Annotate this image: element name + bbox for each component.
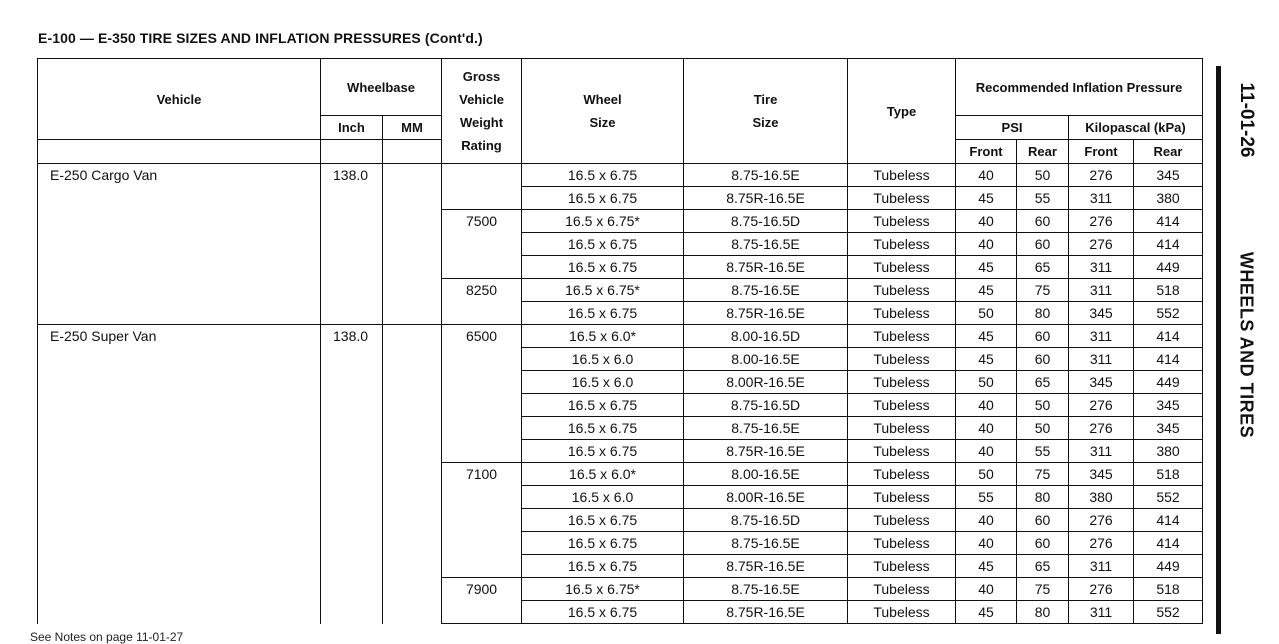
header-recommended: Recommended Inflation Pressure (956, 59, 1203, 116)
type-cell: Tubeless (848, 555, 956, 578)
wheel-size-cell: 16.5 x 6.75 (522, 256, 684, 279)
header-kpa-front: Front (1069, 140, 1134, 164)
wheel-size-cell: 16.5 x 6.0 (522, 486, 684, 509)
psi-rear-cell: 60 (1017, 532, 1069, 555)
gvwr-cell: 7900 (442, 578, 522, 624)
tire-size-cell: 8.75R-16.5E (684, 187, 848, 210)
psi-front-cell: 45 (956, 555, 1017, 578)
tire-size-cell: 8.75-16.5E (684, 279, 848, 302)
kpa-front-cell: 311 (1069, 256, 1134, 279)
section-label (1226, 245, 1266, 445)
type-cell: Tubeless (848, 279, 956, 302)
header-vehicle: Vehicle (38, 59, 321, 140)
psi-rear-cell: 75 (1017, 279, 1069, 302)
tire-size-cell: 8.00R-16.5E (684, 371, 848, 394)
type-cell: Tubeless (848, 532, 956, 555)
type-cell: Tubeless (848, 578, 956, 601)
kpa-front-cell: 276 (1069, 417, 1134, 440)
type-cell: Tubeless (848, 371, 956, 394)
kpa-front-cell: 311 (1069, 325, 1134, 348)
psi-rear-cell: 50 (1017, 417, 1069, 440)
wheel-size-cell: 16.5 x 6.0* (522, 463, 684, 486)
kpa-rear-cell: 414 (1134, 348, 1203, 371)
mm-cell (383, 164, 442, 325)
table-row (38, 325, 1203, 348)
psi-front-cell: 40 (956, 509, 1017, 532)
header-tire-size (684, 59, 848, 164)
type-cell: Tubeless (848, 348, 956, 371)
kpa-front-cell: 276 (1069, 164, 1134, 187)
wheel-size-cell: 16.5 x 6.75 (522, 532, 684, 555)
header-wheel-size-line: Size (589, 115, 616, 130)
header-psi-front: Front (956, 140, 1017, 164)
psi-front-cell: 40 (956, 233, 1017, 256)
header-type: Type (848, 59, 956, 164)
type-cell: Tubeless (848, 302, 956, 325)
header-inch: Inch (321, 116, 383, 140)
tire-size-cell: 8.75-16.5D (684, 509, 848, 532)
tire-size-cell: 8.75R-16.5E (684, 256, 848, 279)
header-vehicle-spacer (38, 140, 321, 164)
kpa-front-cell: 311 (1069, 601, 1134, 624)
kpa-rear-cell: 414 (1134, 210, 1203, 233)
psi-rear-cell: 55 (1017, 440, 1069, 463)
kpa-rear-cell: 345 (1134, 417, 1203, 440)
psi-front-cell: 40 (956, 394, 1017, 417)
kpa-front-cell: 345 (1069, 302, 1134, 325)
tire-size-cell: 8.75-16.5E (684, 417, 848, 440)
psi-front-cell: 40 (956, 440, 1017, 463)
tire-size-cell: 8.75-16.5D (684, 210, 848, 233)
psi-rear-cell: 60 (1017, 210, 1069, 233)
kpa-front-cell: 345 (1069, 371, 1134, 394)
type-cell: Tubeless (848, 164, 956, 187)
kpa-front-cell: 311 (1069, 555, 1134, 578)
tire-pressure-table (37, 58, 1203, 624)
header-wheelbase: Wheelbase (321, 59, 442, 116)
tire-size-cell: 8.00-16.5E (684, 348, 848, 371)
wheel-size-cell: 16.5 x 6.75* (522, 210, 684, 233)
type-cell: Tubeless (848, 601, 956, 624)
psi-front-cell: 45 (956, 325, 1017, 348)
psi-rear-cell: 50 (1017, 394, 1069, 417)
psi-rear-cell: 65 (1017, 555, 1069, 578)
kpa-rear-cell: 449 (1134, 555, 1203, 578)
psi-front-cell: 45 (956, 601, 1017, 624)
wheel-size-cell: 16.5 x 6.75 (522, 302, 684, 325)
wheel-size-cell: 16.5 x 6.0* (522, 325, 684, 348)
header-tire-size-line: Size (752, 115, 779, 130)
wheel-size-cell: 16.5 x 6.75 (522, 187, 684, 210)
psi-front-cell: 55 (956, 486, 1017, 509)
tire-size-cell: 8.00-16.5D (684, 325, 848, 348)
header-mm-spacer (383, 140, 442, 164)
header-wheel-size (522, 59, 684, 164)
kpa-rear-cell: 345 (1134, 164, 1203, 187)
psi-rear-cell: 60 (1017, 233, 1069, 256)
kpa-front-cell: 345 (1069, 463, 1134, 486)
kpa-rear-cell: 552 (1134, 302, 1203, 325)
tire-size-cell: 8.75R-16.5E (684, 440, 848, 463)
header-mm: MM (383, 116, 442, 140)
psi-front-cell: 50 (956, 463, 1017, 486)
wheel-size-cell: 16.5 x 6.75 (522, 233, 684, 256)
header-psi-rear: Rear (1017, 140, 1069, 164)
page-title: E-100 — E-350 TIRE SIZES AND INFLATION PRESSURES (Cont'd.) (38, 30, 483, 46)
kpa-front-cell: 276 (1069, 394, 1134, 417)
psi-front-cell: 45 (956, 187, 1017, 210)
kpa-rear-cell: 414 (1134, 532, 1203, 555)
psi-rear-cell: 65 (1017, 256, 1069, 279)
wheel-size-cell: 16.5 x 6.75 (522, 440, 684, 463)
kpa-front-cell: 276 (1069, 210, 1134, 233)
kpa-front-cell: 311 (1069, 440, 1134, 463)
header-gvwr-line: Gross (462, 69, 501, 84)
header-inch-spacer (321, 140, 383, 164)
type-cell: Tubeless (848, 325, 956, 348)
wheel-size-cell: 16.5 x 6.75* (522, 578, 684, 601)
kpa-rear-cell: 449 (1134, 256, 1203, 279)
tire-size-cell: 8.75R-16.5E (684, 555, 848, 578)
section-label-text: WHEELS AND TIRES (1236, 251, 1257, 439)
psi-rear-cell: 80 (1017, 302, 1069, 325)
kpa-rear-cell: 518 (1134, 463, 1203, 486)
type-cell: Tubeless (848, 417, 956, 440)
tire-size-cell: 8.00-16.5E (684, 463, 848, 486)
psi-rear-cell: 80 (1017, 486, 1069, 509)
kpa-rear-cell: 518 (1134, 279, 1203, 302)
type-cell: Tubeless (848, 463, 956, 486)
inch-cell: 138.0 (321, 164, 383, 325)
psi-rear-cell: 65 (1017, 371, 1069, 394)
kpa-rear-cell: 552 (1134, 486, 1203, 509)
wheel-size-cell: 16.5 x 6.75 (522, 509, 684, 532)
kpa-front-cell: 311 (1069, 279, 1134, 302)
tire-size-cell: 8.75R-16.5E (684, 601, 848, 624)
psi-front-cell: 40 (956, 532, 1017, 555)
psi-front-cell: 40 (956, 417, 1017, 440)
wheel-size-cell: 16.5 x 6.0 (522, 348, 684, 371)
psi-rear-cell: 60 (1017, 348, 1069, 371)
page-number-text: 11-01-26 (1236, 82, 1257, 158)
gvwr-cell: 6500 (442, 325, 522, 463)
wheel-size-cell: 16.5 x 6.0 (522, 371, 684, 394)
footnote: See Notes on page 11-01-27 (30, 630, 184, 644)
kpa-front-cell: 276 (1069, 509, 1134, 532)
kpa-rear-cell: 449 (1134, 371, 1203, 394)
wheel-size-cell: 16.5 x 6.75* (522, 279, 684, 302)
gvwr-cell (442, 164, 522, 210)
gvwr-cell: 7500 (442, 210, 522, 279)
tire-size-cell: 8.75-16.5E (684, 233, 848, 256)
vehicle-cell: E-250 Cargo Van (38, 164, 321, 325)
mm-cell (383, 325, 442, 624)
tire-size-cell: 8.75-16.5D (684, 394, 848, 417)
wheel-size-cell: 16.5 x 6.75 (522, 555, 684, 578)
psi-front-cell: 45 (956, 279, 1017, 302)
kpa-rear-cell: 380 (1134, 187, 1203, 210)
header-kpa: Kilopascal (kPa) (1069, 116, 1203, 140)
tire-size-cell: 8.75-16.5E (684, 164, 848, 187)
type-cell: Tubeless (848, 210, 956, 233)
vehicle-cell: E-250 Super Van (38, 325, 321, 624)
header-kpa-rear: Rear (1134, 140, 1203, 164)
type-cell: Tubeless (848, 187, 956, 210)
wheel-size-cell: 16.5 x 6.75 (522, 417, 684, 440)
psi-front-cell: 45 (956, 256, 1017, 279)
inch-cell: 138.0 (321, 325, 383, 624)
wheel-size-cell: 16.5 x 6.75 (522, 164, 684, 187)
type-cell: Tubeless (848, 256, 956, 279)
kpa-front-cell: 380 (1069, 486, 1134, 509)
table-row (38, 164, 1203, 187)
psi-front-cell: 45 (956, 348, 1017, 371)
header-psi: PSI (956, 116, 1069, 140)
kpa-rear-cell: 552 (1134, 601, 1203, 624)
psi-rear-cell: 75 (1017, 463, 1069, 486)
psi-rear-cell: 80 (1017, 601, 1069, 624)
kpa-rear-cell: 414 (1134, 233, 1203, 256)
type-cell: Tubeless (848, 233, 956, 256)
kpa-front-cell: 276 (1069, 578, 1134, 601)
header-gvwr-line: Rating (461, 138, 502, 153)
psi-front-cell: 40 (956, 210, 1017, 233)
kpa-rear-cell: 414 (1134, 509, 1203, 532)
psi-rear-cell: 60 (1017, 325, 1069, 348)
psi-front-cell: 40 (956, 164, 1017, 187)
header-gvwr-line: Vehicle (459, 92, 504, 107)
kpa-rear-cell: 414 (1134, 325, 1203, 348)
tire-size-cell: 8.75R-16.5E (684, 302, 848, 325)
psi-rear-cell: 60 (1017, 509, 1069, 532)
type-cell: Tubeless (848, 394, 956, 417)
kpa-front-cell: 311 (1069, 187, 1134, 210)
psi-front-cell: 50 (956, 371, 1017, 394)
kpa-front-cell: 276 (1069, 532, 1134, 555)
type-cell: Tubeless (848, 486, 956, 509)
psi-rear-cell: 75 (1017, 578, 1069, 601)
tire-size-cell: 8.75-16.5E (684, 578, 848, 601)
psi-rear-cell: 55 (1017, 187, 1069, 210)
tire-size-cell: 8.00R-16.5E (684, 486, 848, 509)
kpa-rear-cell: 518 (1134, 578, 1203, 601)
header-gvwr (442, 59, 522, 164)
kpa-rear-cell: 380 (1134, 440, 1203, 463)
tire-size-cell: 8.75-16.5E (684, 532, 848, 555)
kpa-front-cell: 276 (1069, 233, 1134, 256)
wheel-size-cell: 16.5 x 6.75 (522, 601, 684, 624)
header-tire-size-line: Tire (753, 92, 778, 107)
type-cell: Tubeless (848, 509, 956, 532)
kpa-rear-cell: 345 (1134, 394, 1203, 417)
psi-front-cell: 50 (956, 302, 1017, 325)
gvwr-cell: 8250 (442, 279, 522, 325)
header-wheel-size-line: Wheel (583, 92, 622, 107)
margin-rule (1216, 66, 1221, 634)
psi-front-cell: 40 (956, 578, 1017, 601)
gvwr-cell: 7100 (442, 463, 522, 578)
wheel-size-cell: 16.5 x 6.75 (522, 394, 684, 417)
type-cell: Tubeless (848, 440, 956, 463)
psi-rear-cell: 50 (1017, 164, 1069, 187)
kpa-front-cell: 311 (1069, 348, 1134, 371)
page-number (1226, 70, 1266, 170)
header-gvwr-line: Weight (459, 115, 504, 130)
table-body (38, 164, 1203, 624)
